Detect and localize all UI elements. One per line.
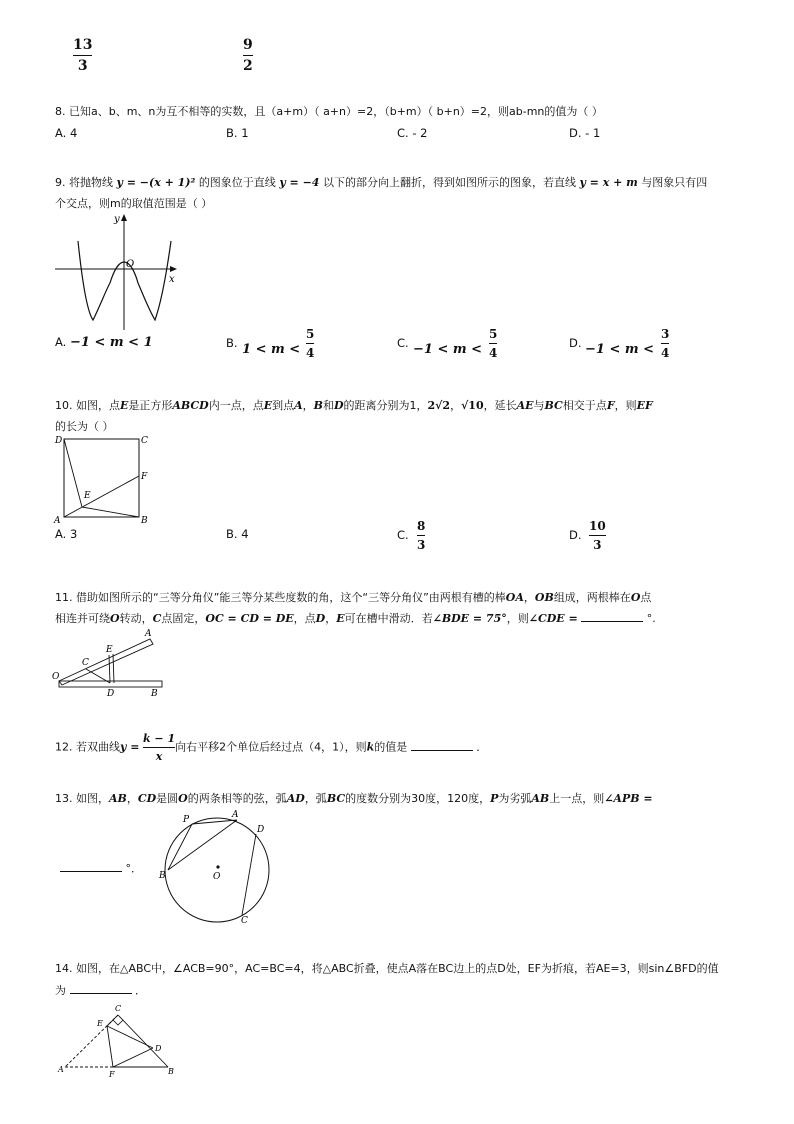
q10-point-e-2: E — [263, 399, 273, 412]
q11-rod-ob-shape — [59, 681, 162, 687]
q10-point-e: E — [120, 399, 129, 412]
q10-text-e: 和 — [322, 399, 334, 412]
q9-option-a[interactable] — [55, 335, 153, 350]
q10-option-d-letter: D. — [569, 528, 582, 542]
q13-circle-figure — [155, 808, 280, 923]
q10-label-f: F — [141, 472, 148, 482]
q13-comma: ， — [126, 792, 138, 805]
q12-k: k — [366, 740, 375, 754]
q13-point-p: P — [490, 792, 499, 805]
q12-den: x — [155, 750, 163, 763]
q9-option-d-letter: D. — [569, 336, 582, 350]
q10-option-c-letter: C. — [397, 528, 409, 542]
q9-y-arrow — [121, 214, 127, 221]
q10-line-eb — [82, 507, 139, 517]
q14-segment-ef — [107, 1026, 113, 1067]
q14-label-f: F — [109, 1070, 115, 1079]
question-13 — [55, 788, 745, 809]
q8-option-b[interactable]: B. 1 — [226, 126, 249, 140]
q9-option-b-fraction — [306, 328, 314, 359]
q13-label-o: O — [213, 872, 221, 882]
q11-label-b: B — [151, 689, 158, 699]
q9-option-b-num: 5 — [306, 327, 315, 341]
q12-fraction — [143, 733, 175, 762]
q9-mid2: 以下的部分向上翻折，得到如图所示的图象，若直线 — [322, 176, 576, 189]
q9-label-y: y — [114, 214, 120, 225]
q13-text-a: 13. 如图， — [55, 792, 109, 805]
q11-answer-blank[interactable] — [581, 621, 643, 622]
q13-arc-ad: AD — [286, 792, 305, 805]
q11-text-2e: ， — [325, 612, 337, 625]
q13-text-d: 的两条相等的弦，弧 — [187, 792, 287, 805]
q10-square-figure — [50, 430, 160, 525]
q13-text-e: ，弧 — [304, 792, 327, 805]
q9-post: 与图象只有四 — [641, 176, 708, 189]
q10-point-d: D — [333, 399, 344, 412]
q11-point-o-2: O — [110, 612, 120, 625]
q10-label-d: D — [55, 436, 63, 446]
q11-label-o: O — [52, 672, 60, 682]
q10-label-a: A — [54, 516, 61, 525]
question-9-line-2: 个交点，则m的取值范围是（ ） — [55, 197, 213, 210]
q13-chord-pa — [192, 820, 237, 824]
q10-comma-2: ， — [450, 399, 462, 412]
q11-ask: ∠CDE = — [528, 612, 578, 625]
q12-text-post2: 的值是 — [374, 740, 408, 754]
q14-answer-blank[interactable] — [70, 993, 132, 994]
q10-square — [64, 439, 139, 517]
q10-label-e: E — [84, 491, 91, 501]
q9-parabola-eq: y = −(x + 1)² — [116, 176, 196, 189]
q11-point-e: E — [336, 612, 345, 625]
q11-text-2c: 点固定， — [161, 612, 206, 625]
q9-option-d-den: 4 — [661, 346, 670, 360]
q14-side-cb — [118, 1015, 168, 1067]
q11-segment-de-1 — [109, 655, 110, 683]
q13-arc-bc: BC — [326, 792, 346, 805]
q9-option-a-letter: A. — [55, 335, 67, 349]
q10-option-a[interactable]: A. 3 — [55, 527, 78, 541]
q12-text-post: 向右平移2个单位后经过点（4，1），则 — [175, 740, 367, 754]
q11-point-c: C — [152, 612, 162, 625]
q13-label-c: C — [241, 916, 248, 923]
q12-text-pre: 12. 若双曲线 — [55, 740, 120, 754]
q12-answer-blank[interactable] — [411, 750, 473, 751]
q10-text-b: 是正方形 — [128, 399, 173, 412]
q11-equality: OC = CD = DE — [205, 612, 294, 625]
q13-ask: ∠APB = — [604, 792, 653, 805]
q13-arc-ab: AB — [531, 792, 550, 805]
q12-num: k − 1 — [142, 732, 176, 745]
q10-segment-ae: AE — [516, 399, 534, 412]
q10-point-f: F — [606, 399, 615, 412]
question-11-line-1 — [55, 587, 745, 608]
q11-comma: ， — [523, 591, 535, 604]
q9-line-eq-2: y = x + m — [579, 176, 638, 189]
q13-degree: °． — [125, 862, 142, 875]
q10-option-d-num: 10 — [589, 519, 606, 533]
q11-label-a: A — [145, 629, 152, 639]
top-fraction-2-den: 2 — [243, 58, 253, 74]
q9-option-c-letter: C. — [397, 336, 409, 350]
q11-text-1: 11. 借助如图所示的“三等分角仪”能三等分某些度数的角，这个“三等分角仪”由两根有槽的棒 — [55, 591, 506, 604]
q9-label-o: O — [126, 259, 135, 270]
q14-label-a: A — [58, 1065, 64, 1074]
q9-option-d-fraction — [661, 328, 669, 359]
q10-square-name: ABCD — [172, 399, 209, 412]
q13-text-f: 的度数分别为30度，120度， — [345, 792, 491, 805]
q11-rod-oa: OA — [505, 591, 524, 604]
q10-label-c: C — [141, 436, 148, 446]
q10-value-2: √10 — [461, 399, 484, 412]
q11-point-d: D — [315, 612, 326, 625]
question-14-line-1: 14. 如图，在△ABC中，∠ACB=90°，AC=BC=4，将△ABC折叠，使点A落在BC边上的点D处，EF为折痕，若AE=3，则sin∠BFD的值 — [55, 962, 719, 975]
q10-text-a: 10. 如图，点 — [55, 399, 120, 412]
q14-label-b: B — [168, 1067, 174, 1076]
q14-label-c: C — [115, 1004, 122, 1013]
q9-option-c-expr: −1 < m < — [413, 342, 483, 357]
q8-option-d[interactable]: D. - 1 — [569, 126, 601, 140]
q9-option-b-den: 4 — [306, 346, 315, 360]
q14-triangle-figure — [55, 1000, 185, 1080]
q11-given-angle: ∠BDE = 75° — [432, 612, 507, 625]
question-14-line-2 — [55, 980, 745, 1001]
q9-option-c-den: 4 — [489, 346, 498, 360]
q14-segment-fd — [113, 1048, 153, 1067]
question-12 — [55, 733, 745, 762]
q11-text-2g: ，则 — [506, 612, 529, 625]
q9-option-d-num: 3 — [661, 327, 670, 341]
q9-option-b-expr: 1 < m < — [242, 342, 301, 357]
q9-option-a-expr: −1 < m < 1 — [69, 335, 153, 350]
q11-rod-ob: OB — [534, 591, 554, 604]
q13-label-b: B — [159, 871, 166, 881]
q9-label-x: x — [169, 274, 175, 285]
q13-answer-blank[interactable] — [60, 871, 122, 872]
q11-text-1b: 组成，两根棒在 — [553, 591, 631, 604]
q12-end: ． — [476, 740, 488, 754]
q9-line-eq: y = −4 — [279, 176, 320, 189]
top-fraction-1 — [73, 38, 92, 73]
q11-text-2f: 可在槽中滑动．若 — [344, 612, 433, 625]
question-10-line-1 — [55, 395, 745, 416]
q11-text-2d: ，点 — [293, 612, 316, 625]
q11-text-2a: 相连并可绕 — [55, 612, 110, 625]
q9-option-c-fraction — [489, 328, 497, 359]
q11-point-o: O — [630, 591, 641, 604]
q11-label-d: D — [107, 689, 115, 699]
q10-comma: ， — [302, 399, 314, 412]
q9-mid: 的图象位于直线 — [198, 176, 276, 189]
q13-circle — [165, 818, 269, 922]
top-fraction-2 — [243, 38, 253, 73]
q10-option-c-num: 8 — [417, 519, 426, 533]
q14-label-d: D — [155, 1044, 162, 1053]
q8-option-c[interactable]: C. - 2 — [397, 126, 428, 140]
q13-label-p: P — [183, 815, 190, 825]
q10-text-h: 与 — [533, 399, 545, 412]
q9-x-arrow — [170, 266, 177, 272]
q13-chord-cd: CD — [137, 792, 157, 805]
q11-text-1c: 点 — [640, 591, 652, 604]
q9-option-d-expr: −1 < m < — [585, 342, 655, 357]
q10-segment-ef: EF — [636, 399, 653, 412]
q13-center-dot — [216, 865, 219, 868]
q13-chord-cd-line — [242, 834, 256, 915]
q14-segment-ec — [107, 1015, 118, 1026]
q10-point-b: B — [313, 399, 323, 412]
q10-label-b: B — [141, 516, 148, 525]
q13-chord-ab: AB — [109, 792, 127, 805]
q10-text-f: 的距离分别为1， — [343, 399, 428, 412]
q13-chord-pb — [168, 824, 192, 870]
q13-circle-o: O — [178, 792, 188, 805]
q13-answer-line — [60, 860, 142, 876]
q13-label-a: A — [232, 810, 239, 820]
top-fraction-1-num: 13 — [73, 37, 93, 53]
q10-value-1: 2√2 — [427, 399, 451, 412]
q10-option-d-fraction — [589, 520, 606, 551]
q12-y: y = — [120, 740, 140, 754]
q11-segment-de-2 — [113, 654, 114, 683]
question-8-text: 8. 已知a、b、m、n为互不相等的实数，且（a+m）（ a+n）=2，（b+m）（ b+n）=2，则ab-mn的值为（ ） — [55, 105, 603, 118]
q10-segment-bc: BC — [544, 399, 563, 412]
q14-text-2: 为 — [55, 984, 66, 997]
q10-text-g: ，延长 — [483, 399, 517, 412]
q11-degree: °. — [646, 612, 656, 625]
q9-prefix: 9. 将抛物线 — [55, 176, 113, 189]
q10-text-j: ，则 — [614, 399, 637, 412]
q13-chord-ab-line — [168, 820, 237, 870]
q13-text-h: 上一点，则 — [549, 792, 605, 805]
q10-text-d: 到点 — [272, 399, 295, 412]
q10-option-c-fraction — [417, 520, 425, 551]
q14-right-angle-mark — [113, 1020, 123, 1025]
q11-text-2b: 转动， — [119, 612, 153, 625]
q9-option-b-letter: B. — [226, 336, 238, 350]
question-9-line-1 — [55, 172, 745, 193]
q9-graph-figure — [50, 210, 185, 335]
q9-option-c-num: 5 — [489, 327, 498, 341]
q10-option-c-den: 3 — [417, 538, 426, 552]
q14-end: ． — [135, 984, 146, 997]
top-fraction-2-num: 9 — [243, 37, 253, 53]
q13-text-b: 是圆 — [156, 792, 179, 805]
top-fraction-1-den: 3 — [77, 58, 88, 74]
q11-trisector-figure — [50, 625, 175, 700]
q11-label-c: C — [82, 658, 89, 668]
q8-option-a[interactable]: A. 4 — [55, 126, 78, 140]
q11-label-e: E — [106, 645, 113, 655]
question-10-line-2: 的长为（ ） — [55, 420, 114, 433]
q13-label-d: D — [257, 825, 265, 835]
q10-option-b[interactable]: B. 4 — [226, 527, 249, 541]
q14-label-e: E — [97, 1019, 103, 1028]
q10-point-a: A — [294, 399, 303, 412]
q10-option-d-den: 3 — [593, 538, 602, 552]
q10-text-c: 内一点，点 — [208, 399, 264, 412]
q10-line-ed — [64, 439, 82, 507]
q13-text-g: 为劣弧 — [498, 792, 532, 805]
q10-text-i: 相交于点 — [562, 399, 607, 412]
